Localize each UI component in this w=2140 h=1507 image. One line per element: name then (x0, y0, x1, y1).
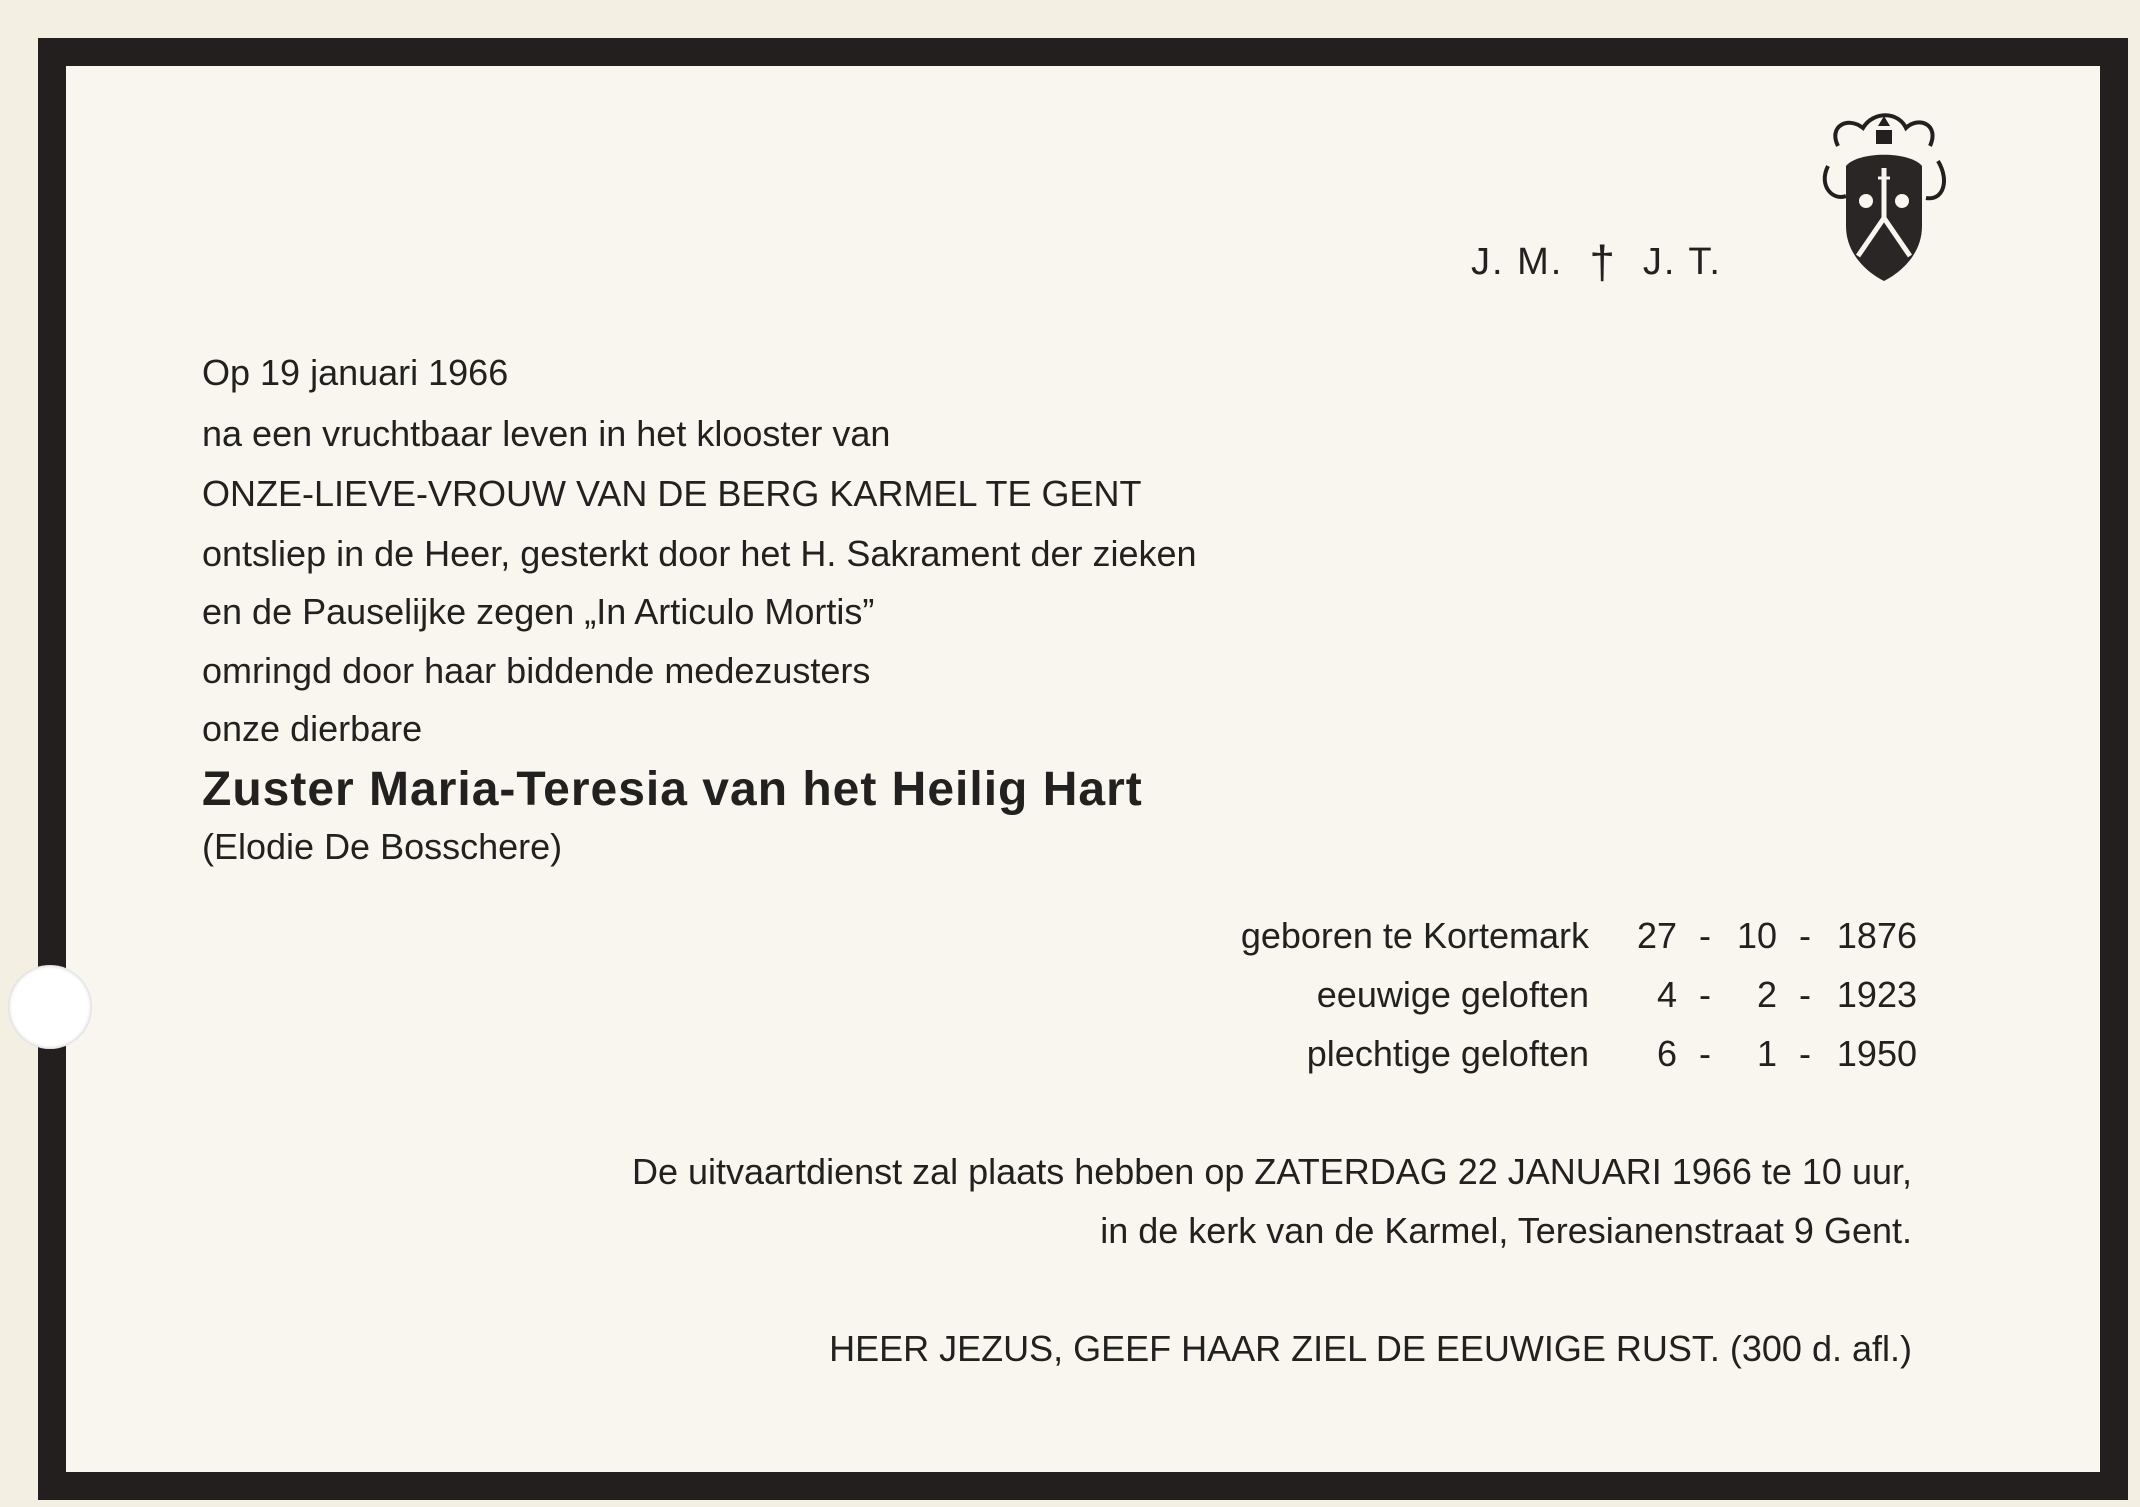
date-dash: - (1799, 1033, 1811, 1074)
devotional-heading (1471, 231, 1722, 288)
intro-line-blessing: en de Pauselijke zegen „In Articulo Mortis” (202, 591, 875, 632)
intro-line-life: na een vruchtbaar leven in het klooster van (202, 413, 891, 454)
date-dash: - (1699, 974, 1711, 1015)
date-row-solemn-vows (1307, 1033, 1917, 1075)
date-year: 1876 (1836, 915, 1917, 956)
intro-line-sisters: omringd door haar biddende medezusters (202, 650, 871, 691)
birth-name: (Elodie De Bosschere) (202, 826, 563, 867)
date-month: 10 (1736, 915, 1777, 956)
intro-line-date: Op 19 januari 1966 (202, 352, 509, 393)
date-month: 2 (1756, 974, 1777, 1015)
date-label: geboren te Kortemark (1240, 915, 1589, 956)
date-dash: - (1699, 915, 1711, 956)
punch-hole (8, 965, 92, 1049)
intro-line-monastery: ONZE-LIEVE-VROUW VAN DE BERG KARMEL TE GENT (202, 473, 1142, 514)
date-dash: - (1799, 915, 1811, 956)
date-year: 1923 (1836, 974, 1917, 1015)
intro-line-sacrament: ontsliep in de Heer, gesterkt door het H. Sakrament der zieken (202, 533, 1197, 574)
closing-prayer: HEER JEZUS, GEEF HAAR ZIEL DE EEUWIGE RUST. (300 d. afl.) (829, 1328, 1912, 1369)
cross-icon: † (1589, 236, 1617, 288)
funeral-line-1: De uitvaartdienst zal plaats hebben op ZATERDAG 22 JANUARI 1966 te 10 uur, (631, 1151, 1912, 1192)
deceased-name: Zuster Maria-Teresia van het Heilig Hart (202, 763, 1143, 816)
intro-line-dear: onze dierbare (202, 708, 423, 749)
date-day: 4 (1656, 974, 1677, 1015)
date-year: 1950 (1836, 1033, 1917, 1074)
date-dash: - (1699, 1033, 1711, 1074)
date-month: 1 (1756, 1033, 1777, 1074)
heading-jm: J. M. (1471, 241, 1564, 283)
heading-jt: J. T. (1642, 241, 1722, 283)
date-row-birth (1241, 915, 1917, 957)
funeral-line-2: in de kerk van de Karmel, Teresianenstraat 9 Gent. (1100, 1210, 1912, 1251)
date-label: eeuwige geloften (1316, 974, 1589, 1015)
date-day: 27 (1636, 915, 1677, 956)
date-label: plechtige geloften (1306, 1033, 1589, 1074)
date-day: 6 (1656, 1033, 1677, 1074)
carmelite-crest-icon (1818, 106, 1950, 286)
date-row-eternal-vows (1317, 974, 1917, 1016)
date-dash: - (1799, 974, 1811, 1015)
